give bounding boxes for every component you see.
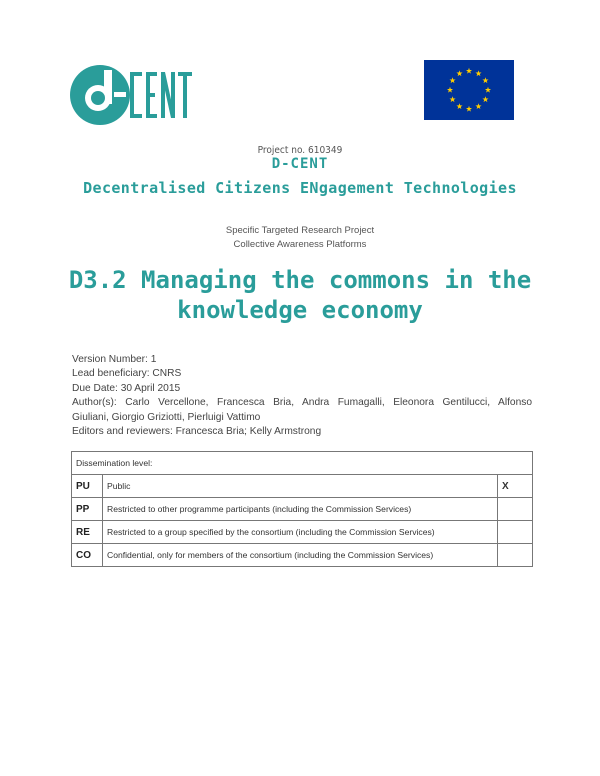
project-name: D-CENT xyxy=(271,156,329,172)
dissemination-header: Dissemination level: xyxy=(72,452,533,475)
project-type: Specific Targeted Research Project xyxy=(225,225,375,236)
project-full-name: Decentralised Citizens ENgagement Technologies xyxy=(83,179,517,197)
table-row xyxy=(72,544,533,567)
project-call: Collective Awareness Platforms xyxy=(233,239,367,250)
title-line-2: knowledge economy xyxy=(177,296,423,324)
level-label: Restricted to other programme participants (including the Commission Services) xyxy=(103,498,498,521)
level-label: Confidential, only for members of the consortium (including the Commission Services) xyxy=(103,544,498,567)
version-number: Version Number: 1 xyxy=(72,354,157,365)
level-mark xyxy=(498,498,533,521)
level-mark xyxy=(498,521,533,544)
dissemination-table xyxy=(71,451,533,567)
level-label: Public xyxy=(103,475,498,498)
document-title xyxy=(0,265,600,325)
level-label: Restricted to a group specified by the consortium (including the Commission Services) xyxy=(103,521,498,544)
title-line-1: D3.2 Managing the commons in the xyxy=(68,266,532,294)
editors-reviewers: Editors and reviewers: Francesca Bria; Kelly Armstrong xyxy=(72,426,322,438)
table-row xyxy=(72,498,533,521)
level-mark: X xyxy=(498,475,533,498)
table-row xyxy=(72,475,533,498)
dissemination-header-row xyxy=(72,452,533,475)
project-number: Project no. 610349 xyxy=(257,145,343,156)
level-mark xyxy=(498,544,533,567)
level-code: CO xyxy=(72,544,103,567)
authors-line-2: Giuliani, Giorgio Griziotti, Pierluigi Vattimo xyxy=(72,411,261,423)
due-date: Due Date: 30 April 2015 xyxy=(72,382,181,394)
lead-beneficiary: Lead beneficiary: CNRS xyxy=(72,368,182,380)
table-row xyxy=(72,521,533,544)
level-code: PP xyxy=(72,498,103,521)
level-code: PU xyxy=(72,475,103,498)
eu-flag xyxy=(424,60,514,120)
d-cent-logo xyxy=(68,62,192,128)
authors-line-1: Author(s): Carlo Vercellone, Francesca Bria, Andra Fumagalli, Eleonora Gentilucci, Alfonso xyxy=(72,397,532,409)
document-metadata xyxy=(72,353,532,439)
level-code: RE xyxy=(72,521,103,544)
